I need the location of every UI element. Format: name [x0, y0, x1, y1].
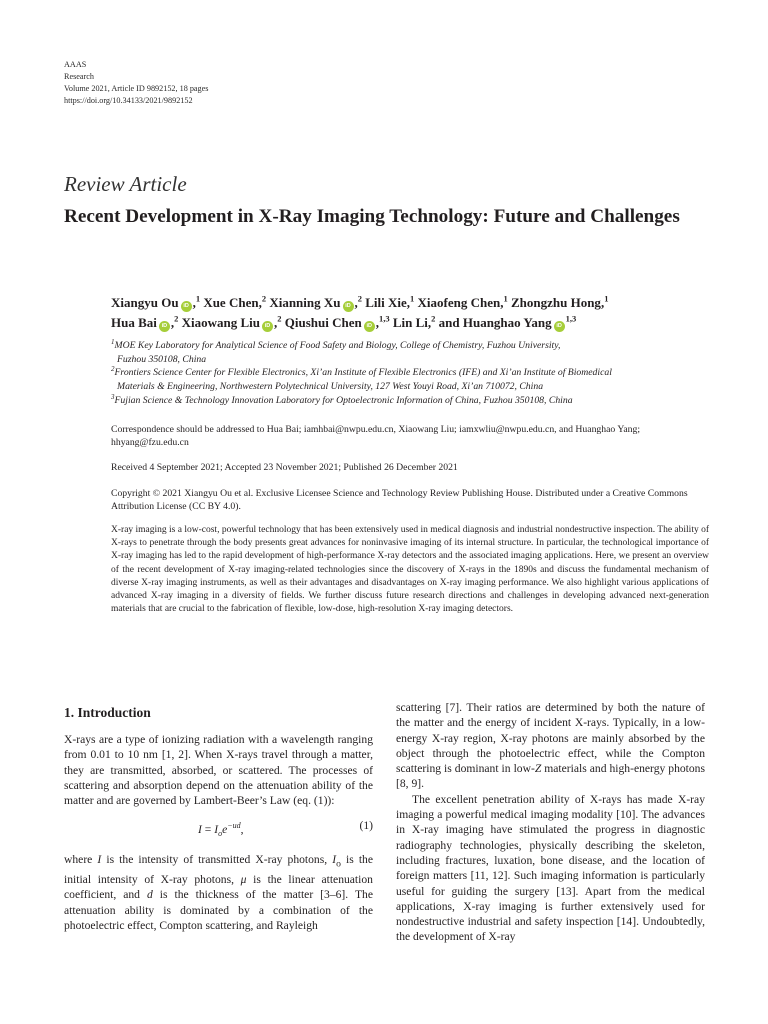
orcid-icon[interactable]: iD — [364, 321, 375, 332]
affiliation-2-cont: Materials & Engineering, Northwestern Polytechnical University, 127 West Youyi Road, Xi’an 710072, China — [117, 381, 544, 393]
author-name: Huanghao Yang — [462, 315, 552, 330]
intro-paragraph-3: scattering [7]. Their ratios are determined by both the nature of the matter and the energy of incident X-rays. Typically, in a low-energy X-ray region, X-ray photons are mainly absorbed by the object through the photoelectric effect, while the Compton scattering is dominant in low-Z materials and high-energy photons [8, 9]. — [396, 701, 705, 791]
intro-paragraph-1: X-rays are a type of ionizing radiation with a wavelength ranging from 0.01 to 10 nm [1, 2]. When X-rays travel through a matter, they are transmitted, absorbed, or scattered. The processes of scattering and absorption depend on the attenuation ability of the matter and are governed by Lambert-Beer’s Law (eq. (1)): — [64, 733, 373, 808]
orcid-icon[interactable]: iD — [554, 321, 565, 332]
intro-paragraph-4: The excellent penetration ability of X-rays has made X-ray imaging a powerful medical imaging modality [10]. The advances in X-ray imaging have stimulated the progress in diagnostic radiography technologies, physically describing the skeleton, including fractures, luxation, bone disease, and the location of foreign matters [11, 12]. Such imaging information is particularly useful for guiding the surgery [13]. Apart from the medical applications, X-ray imaging is further extensively used for nondestructive industrial and safety inspection [14]. Undoubtedly, the development of X-ray — [396, 792, 705, 944]
author-affiliation-mark: 1 — [604, 293, 609, 304]
author-affiliation-mark: 2 — [174, 313, 179, 324]
intro-paragraph-2: where I is the intensity of transmitted X-ray photons, $I_o$ is the initial intensity of X-ray photons, μ is the linear attenuation coefficient, and d is the thickness of the matter [3–6]. The attenuation ability is dominated by a combination of the photoelectric effect, Compton scattering, and Rayleigh — [64, 853, 373, 932]
author-name: Xiangyu Ou — [111, 295, 179, 310]
author-name: Xianning Xu — [269, 295, 341, 310]
equation-number: (1) — [359, 819, 373, 833]
author-name: Xue Chen — [203, 295, 259, 310]
affiliation-2: $^2$Frontiers Science Center for Flexible Electronics, Xi’an Institute of Flexible Electronics (IFE) and Xi’an Institute of Biomedical — [111, 365, 612, 379]
publication-dates: Received 4 September 2021; Accepted 23 November 2021; Published 26 December 2021 — [111, 462, 458, 473]
author-affiliation-mark: 1 — [410, 293, 415, 304]
author-name: Xiaowang Liu — [181, 315, 261, 330]
abstract: X-ray imaging is a low-cost, powerful technology that has been extensively used in medical diagnosis and industrial nondestructive inspection. The ability of X-rays to penetrate through the body presents great advances for noninvasive imaging of its internal structure. In particular, the technological importance of X-ray imaging has led to the rapid development of high-performance X-ray detectors and the associated imaging applications. Here, we present an overview of the recent development of X-ray imaging-related technologies since the discovery of X-rays in the 1890s and discuss the fundamental mechanism of diverse X-ray imaging instruments, as well as their advantages and disadvantages on X-ray imaging performance. We also highlight various applications of advanced X-ray imaging in a diversity of fields. We further discuss future research directions and challenges in developing advanced next-generation materials that are crucial to the fabrication of flexible, low-dose, high-resolution X-ray imaging detectors. — [111, 525, 709, 615]
equation-body: $I = I_oe^{-ud}$, — [198, 821, 244, 839]
affiliations — [111, 339, 721, 408]
affiliation-1-cont: Fuzhou 350108, China — [117, 353, 207, 365]
author-name: Hua Bai — [111, 315, 157, 330]
affiliation-1: $^1$MOE Key Laboratory for Analytical Science of Food Safety and Biology, College of Chemistry, Fuzhou University, — [111, 337, 561, 351]
equation-1 — [64, 814, 373, 844]
copyright-notice: Copyright © 2021 Xiangyu Ou et al. Exclusive Licensee Science and Technology Review Publishing House. Distributed under a Creative Commons Attribution License (CC BY 4.0). — [111, 488, 688, 513]
volume-line: Volume 2021, Article ID 9892152, 18 pages — [64, 84, 209, 93]
author-affiliation-mark: 2 — [431, 313, 436, 324]
publisher: AAAS — [64, 60, 87, 69]
affiliation-3: $^3$Fujian Science & Technology Innovation Laboratory for Optoelectronic Information of China, Fuzhou 350108, China — [111, 392, 573, 406]
paper-title: Recent Development in X-Ray Imaging Technology: Future and Challenges — [64, 206, 680, 227]
author-affiliation-mark: 2 — [261, 293, 267, 304]
author-name: Lili Xie — [365, 295, 407, 310]
orcid-icon[interactable]: iD — [181, 301, 192, 312]
author-list: Xiangyu Ou iD ,$^1$ Xue Chen,$^2$ Xianning Xu iD ,$^2$ Lili Xie,$^1$ Xiaofeng Chen,$^1$ Zhongzhu Hong,$^1$ Hua Bai iD ,$^2$ Xiaowang Liu iD ,$^2$ Qiushui Chen iD ,$^{1,3}$ Lin Li,$^2$ and Huanghao Yang iD$^{1,3}$ — [111, 293, 609, 330]
doi-link[interactable]: https://doi.org/10.34133/2021/9892152 — [64, 96, 193, 105]
author-name: Zhongzhu Hong — [510, 295, 601, 310]
orcid-icon[interactable]: iD — [343, 301, 354, 312]
orcid-icon[interactable]: iD — [159, 321, 170, 332]
left-column — [64, 700, 373, 933]
author-affiliation-mark: 2 — [277, 313, 282, 324]
article-type: Review Article — [64, 172, 187, 196]
author-name: Lin Li — [392, 315, 428, 330]
correspondence: Correspondence should be addressed to Hua Bai; iamhbai@nwpu.edu.cn, Xiaowang Liu; iamxwliu@nwpu.edu.cn, and Huanghao Yang; hhyang@fzu.edu.cn — [111, 424, 641, 449]
orcid-icon[interactable]: iD — [262, 321, 273, 332]
author-affiliation-mark: 1 — [195, 293, 201, 304]
author-name: Qiushui Chen — [284, 315, 362, 330]
right-column — [396, 700, 705, 945]
section-heading: 1. Introduction — [64, 705, 151, 720]
author-affiliation-mark: 1,3 — [378, 313, 390, 324]
author-name: Xiaofeng Chen — [417, 295, 501, 310]
author-affiliation-mark: 1 — [503, 293, 508, 304]
journal-header — [64, 59, 208, 107]
author-affiliation-mark: 1,3 — [565, 313, 577, 324]
journal-name: Research — [64, 72, 95, 81]
author-affiliation-mark: 2 — [357, 293, 362, 304]
